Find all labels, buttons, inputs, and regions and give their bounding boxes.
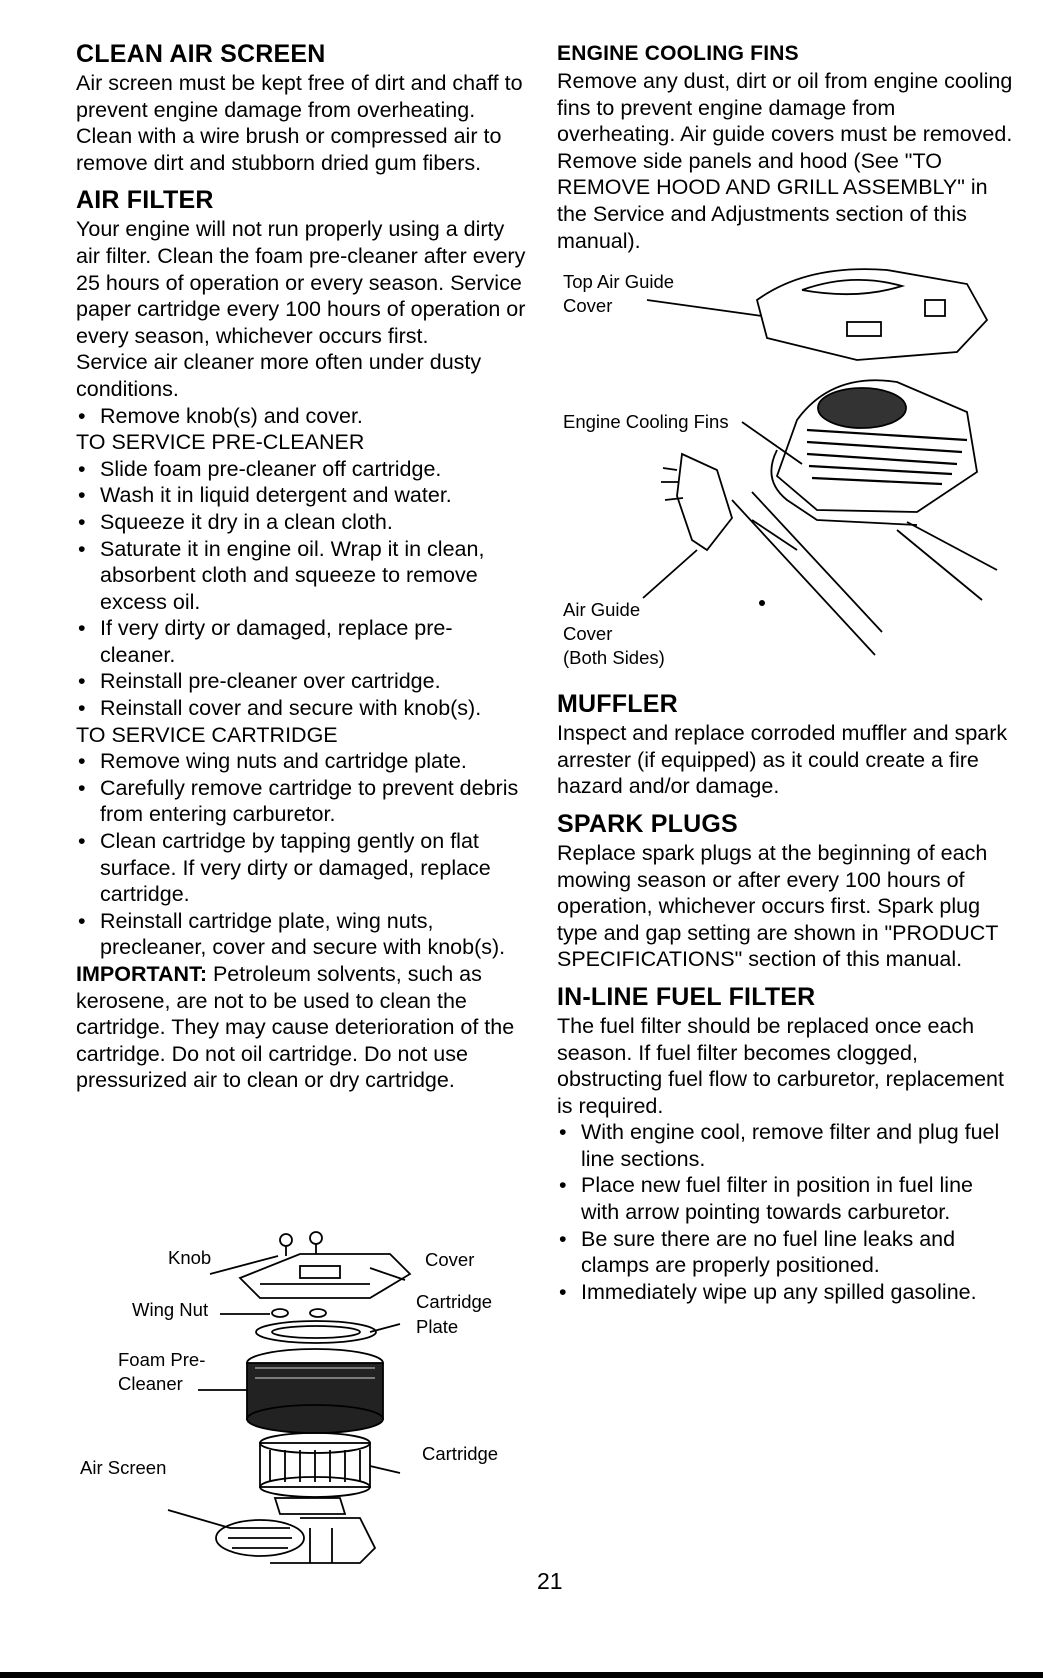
section-air-filter bbox=[76, 186, 526, 1094]
muffler-text: Inspect and replace corroded muffler and spark arrester (if equipped) as it could create a fire hazard and/or damage. bbox=[557, 721, 1008, 799]
heading-clean-air-screen: CLEAN AIR SCREEN bbox=[76, 40, 326, 68]
label-engine-cooling-fins: Engine Cooling Fins bbox=[563, 411, 729, 433]
cartridge-steps bbox=[76, 748, 526, 961]
section-spark-plugs bbox=[557, 810, 1017, 973]
section-muffler bbox=[557, 690, 1017, 800]
label-air-guide-2: Cover bbox=[563, 623, 613, 645]
heading-muffler: MUFFLER bbox=[557, 690, 678, 719]
spark-plugs-text: Replace spark plugs at the beginning of each mowing season or after every 100 hours of operation, whichever occurs first. Spark plug type and gap setting are shown in "PRODUCT SPECIFICATIONS" section of this manual. bbox=[557, 840, 999, 972]
list-item: • Reinstall cover and secure with knob(s). bbox=[76, 695, 526, 722]
left-column bbox=[76, 40, 526, 1104]
list-item: • Place new fuel filter in position in fuel line with arrow pointing towards carburetor. bbox=[557, 1172, 1017, 1225]
page-number: 21 bbox=[537, 1568, 563, 1594]
important-label: IMPORTANT: bbox=[76, 962, 207, 986]
label-top-air-guide-2: Cover bbox=[563, 295, 613, 317]
air-filter-text-2: Service air cleaner more often under dusty conditions. bbox=[76, 350, 482, 401]
engine-cooling-fins-text: Remove any dust, dirt or oil from engine cooling fins to prevent engine damage from overheating. Air guide covers must be removed. Remove side panels and hood (See "TO REMOVE HOOD AND GRILL ASSEMBLY" in the Service and Adjustments section of this manual). bbox=[557, 69, 1013, 253]
bottom-rule bbox=[0, 1672, 1043, 1678]
label-knob: Knob bbox=[168, 1247, 212, 1268]
engine-diagram bbox=[557, 260, 1017, 690]
cartridge-title: TO SERVICE CARTRIDGE bbox=[76, 722, 338, 747]
list-item: • Wash it in liquid detergent and water. bbox=[76, 482, 526, 509]
air-filter-text: Your engine will not run properly using a dirty air filter. Clean the foam pre-cleaner after every 25 hours of operation or every season. Service paper cartridge every 100 hours of operation or every season, whichever occurs first. bbox=[76, 217, 526, 348]
list-item: • With engine cool, remove filter and plug fuel line sections. bbox=[557, 1119, 1017, 1172]
list-item: • Reinstall cartridge plate, wing nuts, precleaner, cover and secure with knob(s). bbox=[76, 908, 526, 961]
air-filter-top-list bbox=[76, 403, 526, 430]
label-foam-2: Cleaner bbox=[118, 1373, 183, 1394]
important-note bbox=[76, 961, 526, 1094]
section-clean-air-screen bbox=[76, 40, 526, 176]
air-filter-diagram bbox=[70, 1228, 530, 1568]
label-air-guide-3: (Both Sides) bbox=[563, 647, 665, 669]
pre-cleaner-title: TO SERVICE PRE-CLEANER bbox=[76, 430, 365, 455]
heading-fuel-filter: IN-LINE FUEL FILTER bbox=[557, 982, 816, 1011]
label-foam-1: Foam Pre- bbox=[118, 1349, 206, 1370]
pre-cleaner-steps bbox=[76, 456, 526, 722]
list-item: • Squeeze it dry in a clean cloth. bbox=[76, 509, 526, 536]
right-column bbox=[557, 40, 1017, 1315]
label-cartridge-plate-1: Cartridge bbox=[416, 1291, 493, 1312]
engine-drawing bbox=[557, 260, 1017, 690]
important-text: Petroleum solvents, such as kerosene, are not to be used to clean the cartridge. They may cause deterioration of the cartridge. Do not oil cartridge. Do not use pressurized air to clean or dry cartridge. bbox=[76, 962, 515, 1093]
label-top-air-guide-1: Top Air Guide bbox=[563, 271, 675, 293]
list-item: • Clean cartridge by tapping gently on flat surface. If very dirty or damaged, replace cartridge. bbox=[76, 828, 526, 908]
label-air-screen: Air Screen bbox=[80, 1457, 167, 1478]
label-cover: Cover bbox=[425, 1249, 475, 1270]
label-air-guide-1: Air Guide bbox=[563, 599, 641, 621]
heading-spark-plugs: SPARK PLUGS bbox=[557, 809, 738, 838]
list-item: • Reinstall pre-cleaner over cartridge. bbox=[76, 668, 526, 695]
fuel-filter-steps bbox=[557, 1119, 1017, 1305]
list-item: • Remove wing nuts and cartridge plate. bbox=[76, 748, 526, 775]
heading-engine-cooling-fins: ENGINE COOLING FINS bbox=[557, 42, 799, 65]
list-item: • Immediately wipe up any spilled gasoline. bbox=[557, 1279, 1017, 1306]
fuel-filter-text: The fuel filter should be replaced once each season. If fuel filter becomes clogged, obstructing fuel flow to carburetor, replacement is required. bbox=[557, 1013, 1004, 1118]
label-cartridge-plate-2: Plate bbox=[416, 1316, 459, 1337]
air-filter-exploded-drawing bbox=[70, 1228, 530, 1568]
list-item: • If very dirty or damaged, replace pre-cleaner. bbox=[76, 615, 526, 668]
section-engine-cooling-fins bbox=[557, 40, 1017, 254]
clean-air-screen-text: Air screen must be kept free of dirt and chaff to prevent engine damage from overheating. Clean with a wire brush or compressed air to remove dirt and stubborn dried gum fibers. bbox=[76, 71, 523, 175]
list-item: • Slide foam pre-cleaner off cartridge. bbox=[76, 456, 526, 483]
list-item: • Be sure there are no fuel line leaks and clamps are properly positioned. bbox=[557, 1226, 1017, 1279]
list-item: • Carefully remove cartridge to prevent debris from entering carburetor. bbox=[76, 775, 526, 828]
heading-air-filter: AIR FILTER bbox=[76, 186, 214, 215]
section-fuel-filter bbox=[557, 983, 1017, 1306]
list-item: • Saturate it in engine oil. Wrap it in clean, absorbent cloth and squeeze to remove excess oil. bbox=[76, 536, 526, 616]
list-item: • Remove knob(s) and cover. bbox=[76, 403, 526, 430]
label-cartridge: Cartridge bbox=[422, 1443, 499, 1464]
label-wing-nut: Wing Nut bbox=[132, 1299, 209, 1320]
